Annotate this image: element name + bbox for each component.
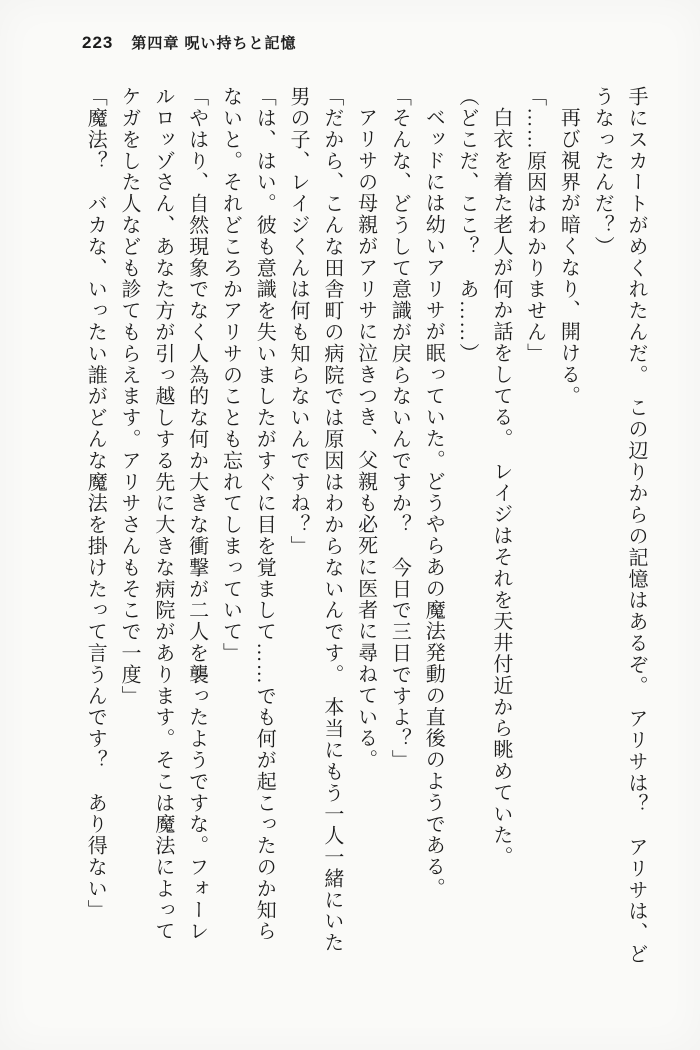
text-column-8: 「そんな、どうして意識が戻らないんですか？ 今日で三日ですよ？」 <box>388 86 411 771</box>
text-column-14: 「やはり、自然現象でなく人為的な何か大きな衝撃が二人を襲ったようですな。フォーレ <box>185 86 208 942</box>
vertical-text-block <box>77 86 652 992</box>
text-column-11: 男の子、レイジくんは何も知らないんですね？」 <box>287 86 310 557</box>
chapter-title: 第四章 呪い持ちと記憶 <box>131 35 297 52</box>
text-column-6: （どこだ、ここ？ あ……） <box>456 86 479 365</box>
text-column-15: ルロッゾさん、あなた方が引っ越しする先に大きな病院があります。そこは魔法によって <box>151 86 174 942</box>
page-number: 223 <box>82 33 114 52</box>
text-column-5: 白衣を着た老人が何か話をしてる。 レイジはそれを天井付近から眺めていた。 <box>489 107 512 868</box>
text-column-12: 「は、はい。彼も意識を失いましたがすぐに目を覚まして……でも何が起こったのか知ら <box>253 86 276 942</box>
text-column-4: 「……原因はわかりません」 <box>523 86 546 365</box>
text-column-10: 「だから、こんな田舎町の病院では原因はわからないんです。 本当にもう一人一緒にいた <box>320 86 343 954</box>
text-column-3: 再び視界が暗くなり、開ける。 <box>557 107 580 407</box>
text-column-13: ないと。それどころかアリサのことも忘れてしまっていて」 <box>219 86 242 664</box>
text-column-2: うなったんだ？） <box>591 86 614 258</box>
running-head <box>82 32 297 53</box>
text-column-9: アリサの母親がアリサに泣きつき、父親も必死に医者に尋ねている。 <box>354 107 377 771</box>
text-column-16: ケガをした人なども診てもらえます。アリサさんもそこで一度」 <box>118 86 141 707</box>
text-column-17: 「魔法？ バカな、いったい誰がどんな魔法を掛けたって言うんです？ あり得ない」 <box>84 86 107 921</box>
text-column-7: ベッドには幼いアリサが眠っていた。どうやらあの魔法発動の直後のようである。 <box>422 107 445 900</box>
text-column-1: 手にスカートがめくれたんだ。 この辺りからの記憶はあるぞ。 アリサは？ アリサは、ど <box>625 86 647 965</box>
